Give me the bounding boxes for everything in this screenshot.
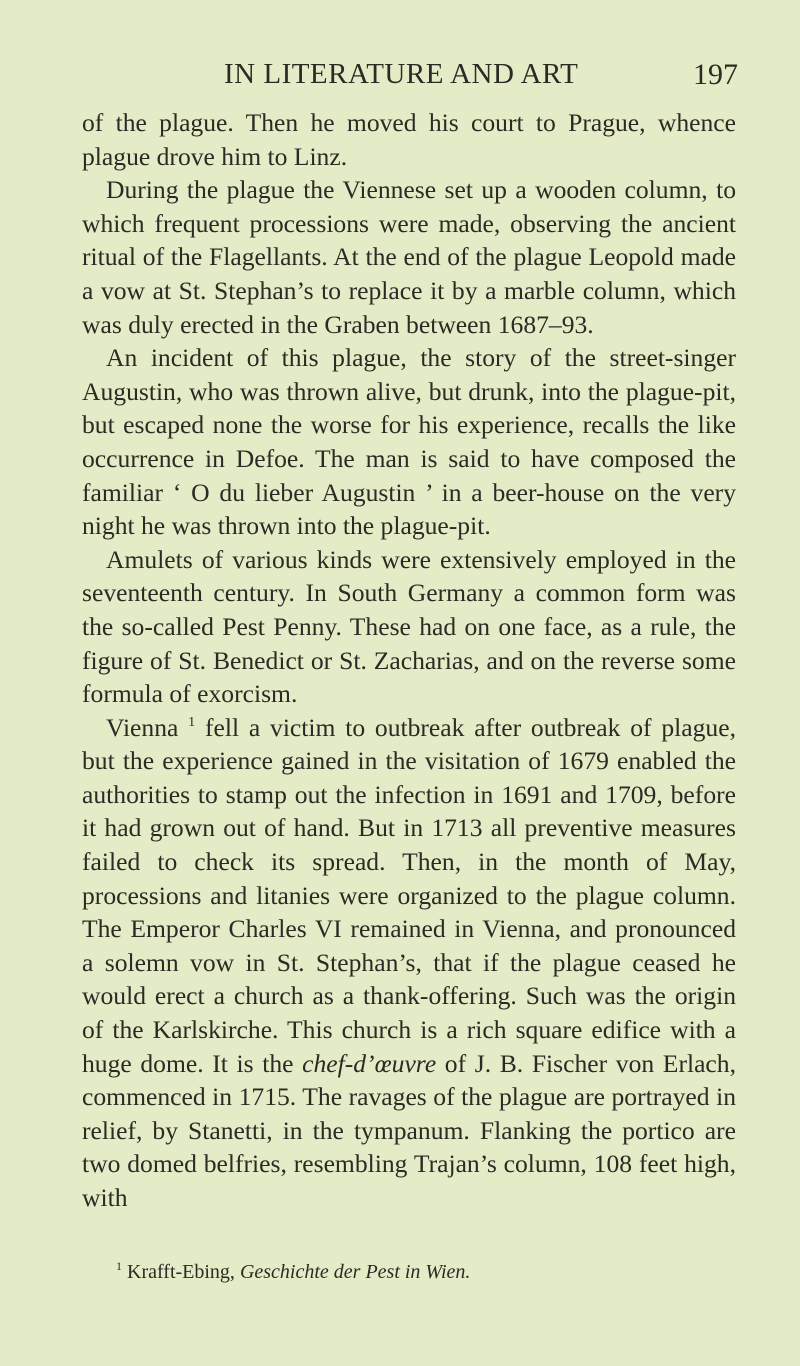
paragraph: Amulets of various kinds were extensively employed in the seventeenth century. In South Germany a common form was the so-called Pest Penny. These had on one face, as a rule, the figure of St. Benedict or St. Zacharias, and on the reverse some formula of exorcism.	[82, 544, 736, 709]
footnote-author: Krafft-Ebing,	[127, 1261, 235, 1283]
page-header	[0, 58, 800, 98]
footnote-marker: 1	[188, 714, 196, 730]
running-title: IN LITERATURE AND ART	[224, 58, 579, 90]
body-text	[82, 106, 736, 1215]
paragraph-lead: Vienna	[106, 712, 179, 742]
paragraph: During the plague the Viennese set up a wooden column, to which frequent processions were made, observing the ancient ritual of the Flagellants. At the end of the plague Leopold made a vow at St. Stephan’s to replace it by a marble column, which was duly erected in the Graben between 1687–93.	[82, 175, 736, 339]
page-number: 197	[693, 58, 738, 91]
paragraph	[82, 711, 736, 1215]
paragraph-tail: of J. B. Fischer von Erlach, commenced in 1715. The ravages of the plague are portrayed in relief, by Stanetti, in the tympanum. Flanking the portico are two domed belfries, resembling Trajan’s column, 108 feet high, with	[82, 1048, 736, 1212]
footnote-number: 1	[116, 1259, 122, 1273]
footnote-title: Geschichte der Pest in Wien.	[239, 1261, 471, 1283]
italic-phrase: chef-d’œuvre	[302, 1048, 437, 1078]
paragraph: of the plague. Then he moved his court to Prague, whence plague drove him to Linz.	[82, 108, 736, 171]
paragraph-text: fell a victim to outbreak after outbreak of plague, but the experience gained in the visitation of 1679 enabled the authorities to stamp out the infection in 1691 and 1709, before it had grown out of hand. But in 1713 all preventive measures failed to check its spread. Then, in the month of May, processions and litanies were organized to the plague column. The Emperor Charles VI remained in Vienna, and pronounced a solemn vow in St. Stephan’s, that if the plague ceased he would erect a church as a thank-offering. Such was the origin of the Karlskirche. This church is a rich square edifice with a huge dome. It is the	[82, 712, 736, 1078]
paragraph: An incident of this plague, the story of the street-singer Augustin, who was thrown alive, but drunk, into the plague-pit, but escaped none the worse for his experience, recalls the like occurrence in Defoe. The man is said to have composed the familiar ‘ O du lieber Augustin ’ in a beer-house on the very night he was thrown into the plague-pit.	[82, 343, 736, 541]
footnote	[116, 1260, 736, 1284]
